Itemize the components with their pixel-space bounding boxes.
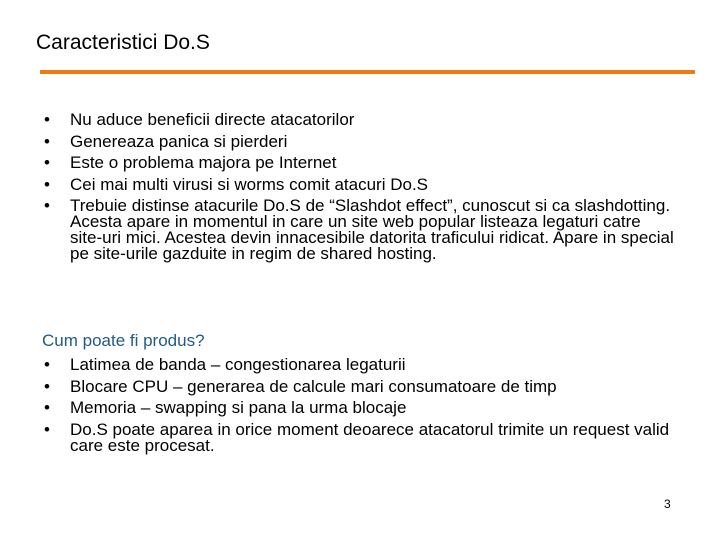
slide-number: 3	[664, 497, 671, 511]
bullet-text: Este o problema majora pe Internet	[70, 153, 337, 173]
subheading-how-produced: Cum poate fi produs?	[42, 331, 205, 350]
bullet-text: Nu aduce beneficii directe atacatorilor	[70, 110, 355, 129]
bullet-list-causes	[44, 354, 674, 456]
bullet-text: Do.S poate aparea in orice moment deoarece atacatorul trimite un request valid care este procesat.	[70, 419, 670, 455]
bullet-marker: •	[44, 419, 50, 439]
title-underline-rule	[40, 70, 695, 74]
list-item	[44, 174, 674, 196]
bullet-text: Latimea de banda – congestionarea legaturii	[70, 355, 406, 374]
slide-title: Caracteristici Do.S	[36, 31, 210, 54]
bullet-text: Cei mai multi virusi si worms comit atacuri Do.S	[70, 174, 429, 194]
bullet-marker: •	[44, 153, 50, 173]
bullet-marker: •	[44, 376, 50, 396]
bullet-marker: •	[44, 355, 50, 374]
bullet-list-characteristics	[44, 109, 674, 265]
list-item	[44, 152, 674, 174]
bullet-text: Genereaza panica si pierderi	[70, 131, 288, 151]
bullet-marker: •	[44, 196, 50, 216]
bullet-text: Memoria – swapping si pana la urma blocaje	[70, 398, 407, 418]
bullet-marker: •	[44, 131, 50, 151]
bullet-text: Blocare CPU – generarea de calcule mari consumatoare de timp	[70, 376, 557, 396]
bullet-text: Trebuie distinse atacurile Do.S de “Slashdot effect”, cunoscut si ca slashdotting. Acesta apare in momentul in care un site web popular listeaza legaturi catre site-uri mici. Acestea devin innacesibile datorita traficului ridicat. Apare in special pe site-urile gazduite in regim de shared hosting.	[70, 196, 674, 264]
bullet-marker: •	[44, 110, 50, 129]
list-item	[44, 354, 674, 376]
list-item	[44, 419, 674, 457]
list-item	[44, 195, 674, 265]
list-item	[44, 131, 674, 153]
list-item	[44, 397, 674, 419]
list-item	[44, 376, 674, 398]
bullet-marker: •	[44, 398, 50, 418]
bullet-marker: •	[44, 174, 50, 194]
list-item	[44, 109, 674, 131]
